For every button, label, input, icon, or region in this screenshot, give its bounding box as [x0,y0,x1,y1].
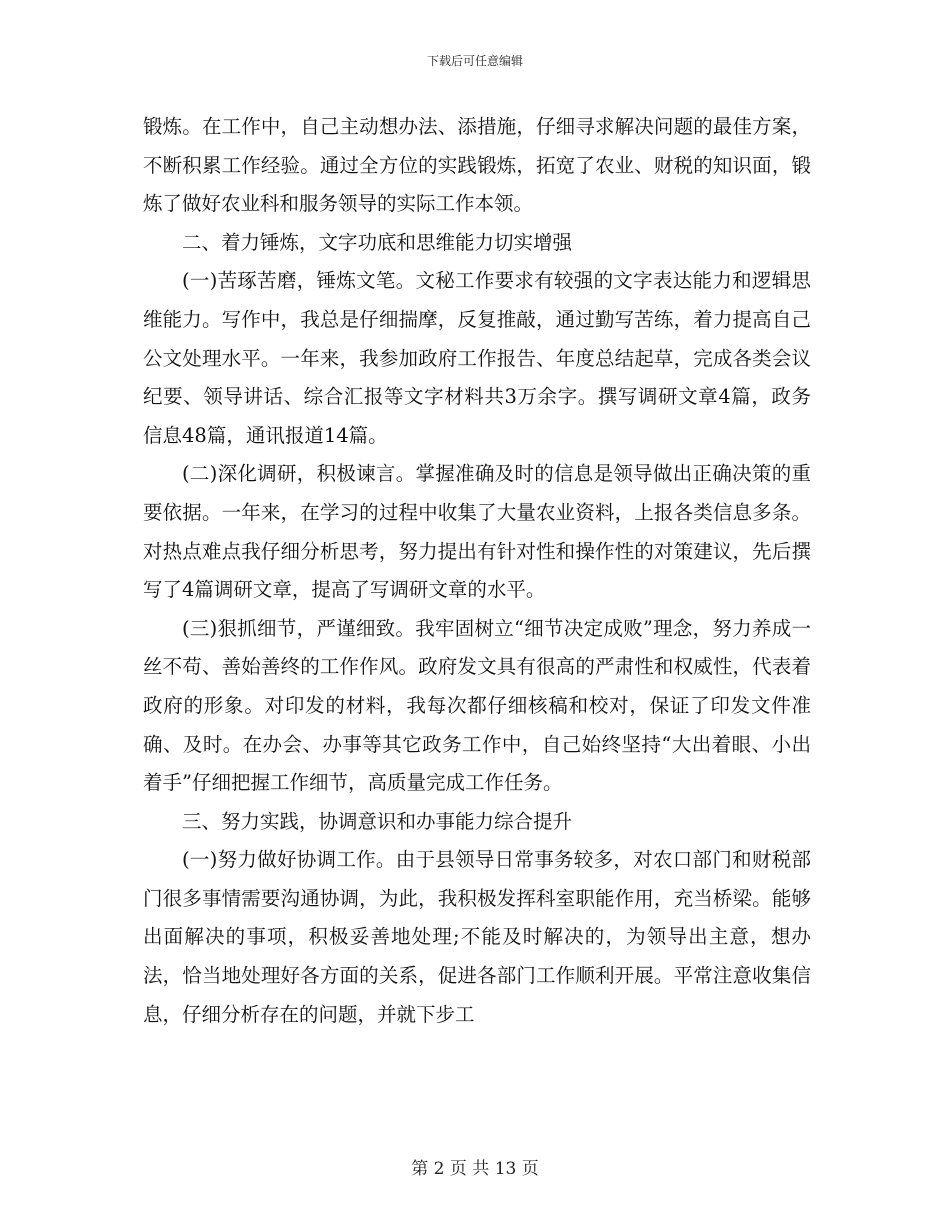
section-heading-2: 二、着力锤炼，文字功底和思维能力切实增强 [182,230,573,254]
paragraph-coordination: (一)努力做好协调工作。由于县领导日常事务较多，对农口部门和财税部门很多事情需要沟通协调，为此，我积极发挥科室职能作用，充当桥梁。能够出面解决的事项，积极妥善地处理;不能及时解决的，为领导出主意，想办法，恰当地处理好各方面的关系，促进各部门工作顺利开展。平常注意收集信息，仔细分析存在的问题，并就下步工 [143,848,811,1026]
paragraph-research: (二)深化调研，积极谏言。掌握准确及时的信息是领导做出正确决策的重要依据。一年来，在学习的过程中收集了大量农业资料，上报各类信息多条。对热点难点我仔细分析思考，努力提出有针对性和操作性的对策建议，先后撰写了4篇调研文章，提高了写调研文章的水平。 [143,462,811,602]
paragraph-writing: (一)苦琢苦磨，锤炼文笔。文秘工作要求有较强的文字表达能力和逻辑思维能力。写作中，我总是仔细揣摩，反复推敲，通过勤写苦练，着力提高自己公文处理水平。一年来，我参加政府工作报告、年度总结起草，完成各类会议纪要、领导讲话、综合汇报等文字材料共3万余字。撰写调研文章4篇，政务信息48篇，通讯报道14篇。 [143,269,811,447]
document-body [143,108,811,1034]
paragraph-details: (三)狠抓细节，严谨细致。我牢固树立“细节决定成败”理念，努力养成一丝不苟、善始善终的工作作风。政府发文具有很高的严肃性和权威性，代表着政府的形象。对印发的材料，我每次都仔细核稿和校对，保证了印发文件准确、及时。在办会、办事等其它政务工作中，自己始终坚持“大出着眼、小出着手”仔细把握工作细节，高质量完成工作任务。 [143,616,811,795]
section-heading-3: 三、努力实践，协调意识和办事能力综合提升 [182,809,573,833]
page-number: 第 2 页 共 13 页 [411,1159,539,1179]
page-header: 下载后可任意编辑 [426,54,523,68]
paragraph-continuation: 锻炼。在工作中，自己主动想办法、添措施，仔细寻求解决问题的最佳方案，不断积累工作经验。通过全方位的实践锻炼，拓宽了农业、财税的知识面，锻炼了做好农业科和服务领导的实际工作本领。 [143,115,811,216]
